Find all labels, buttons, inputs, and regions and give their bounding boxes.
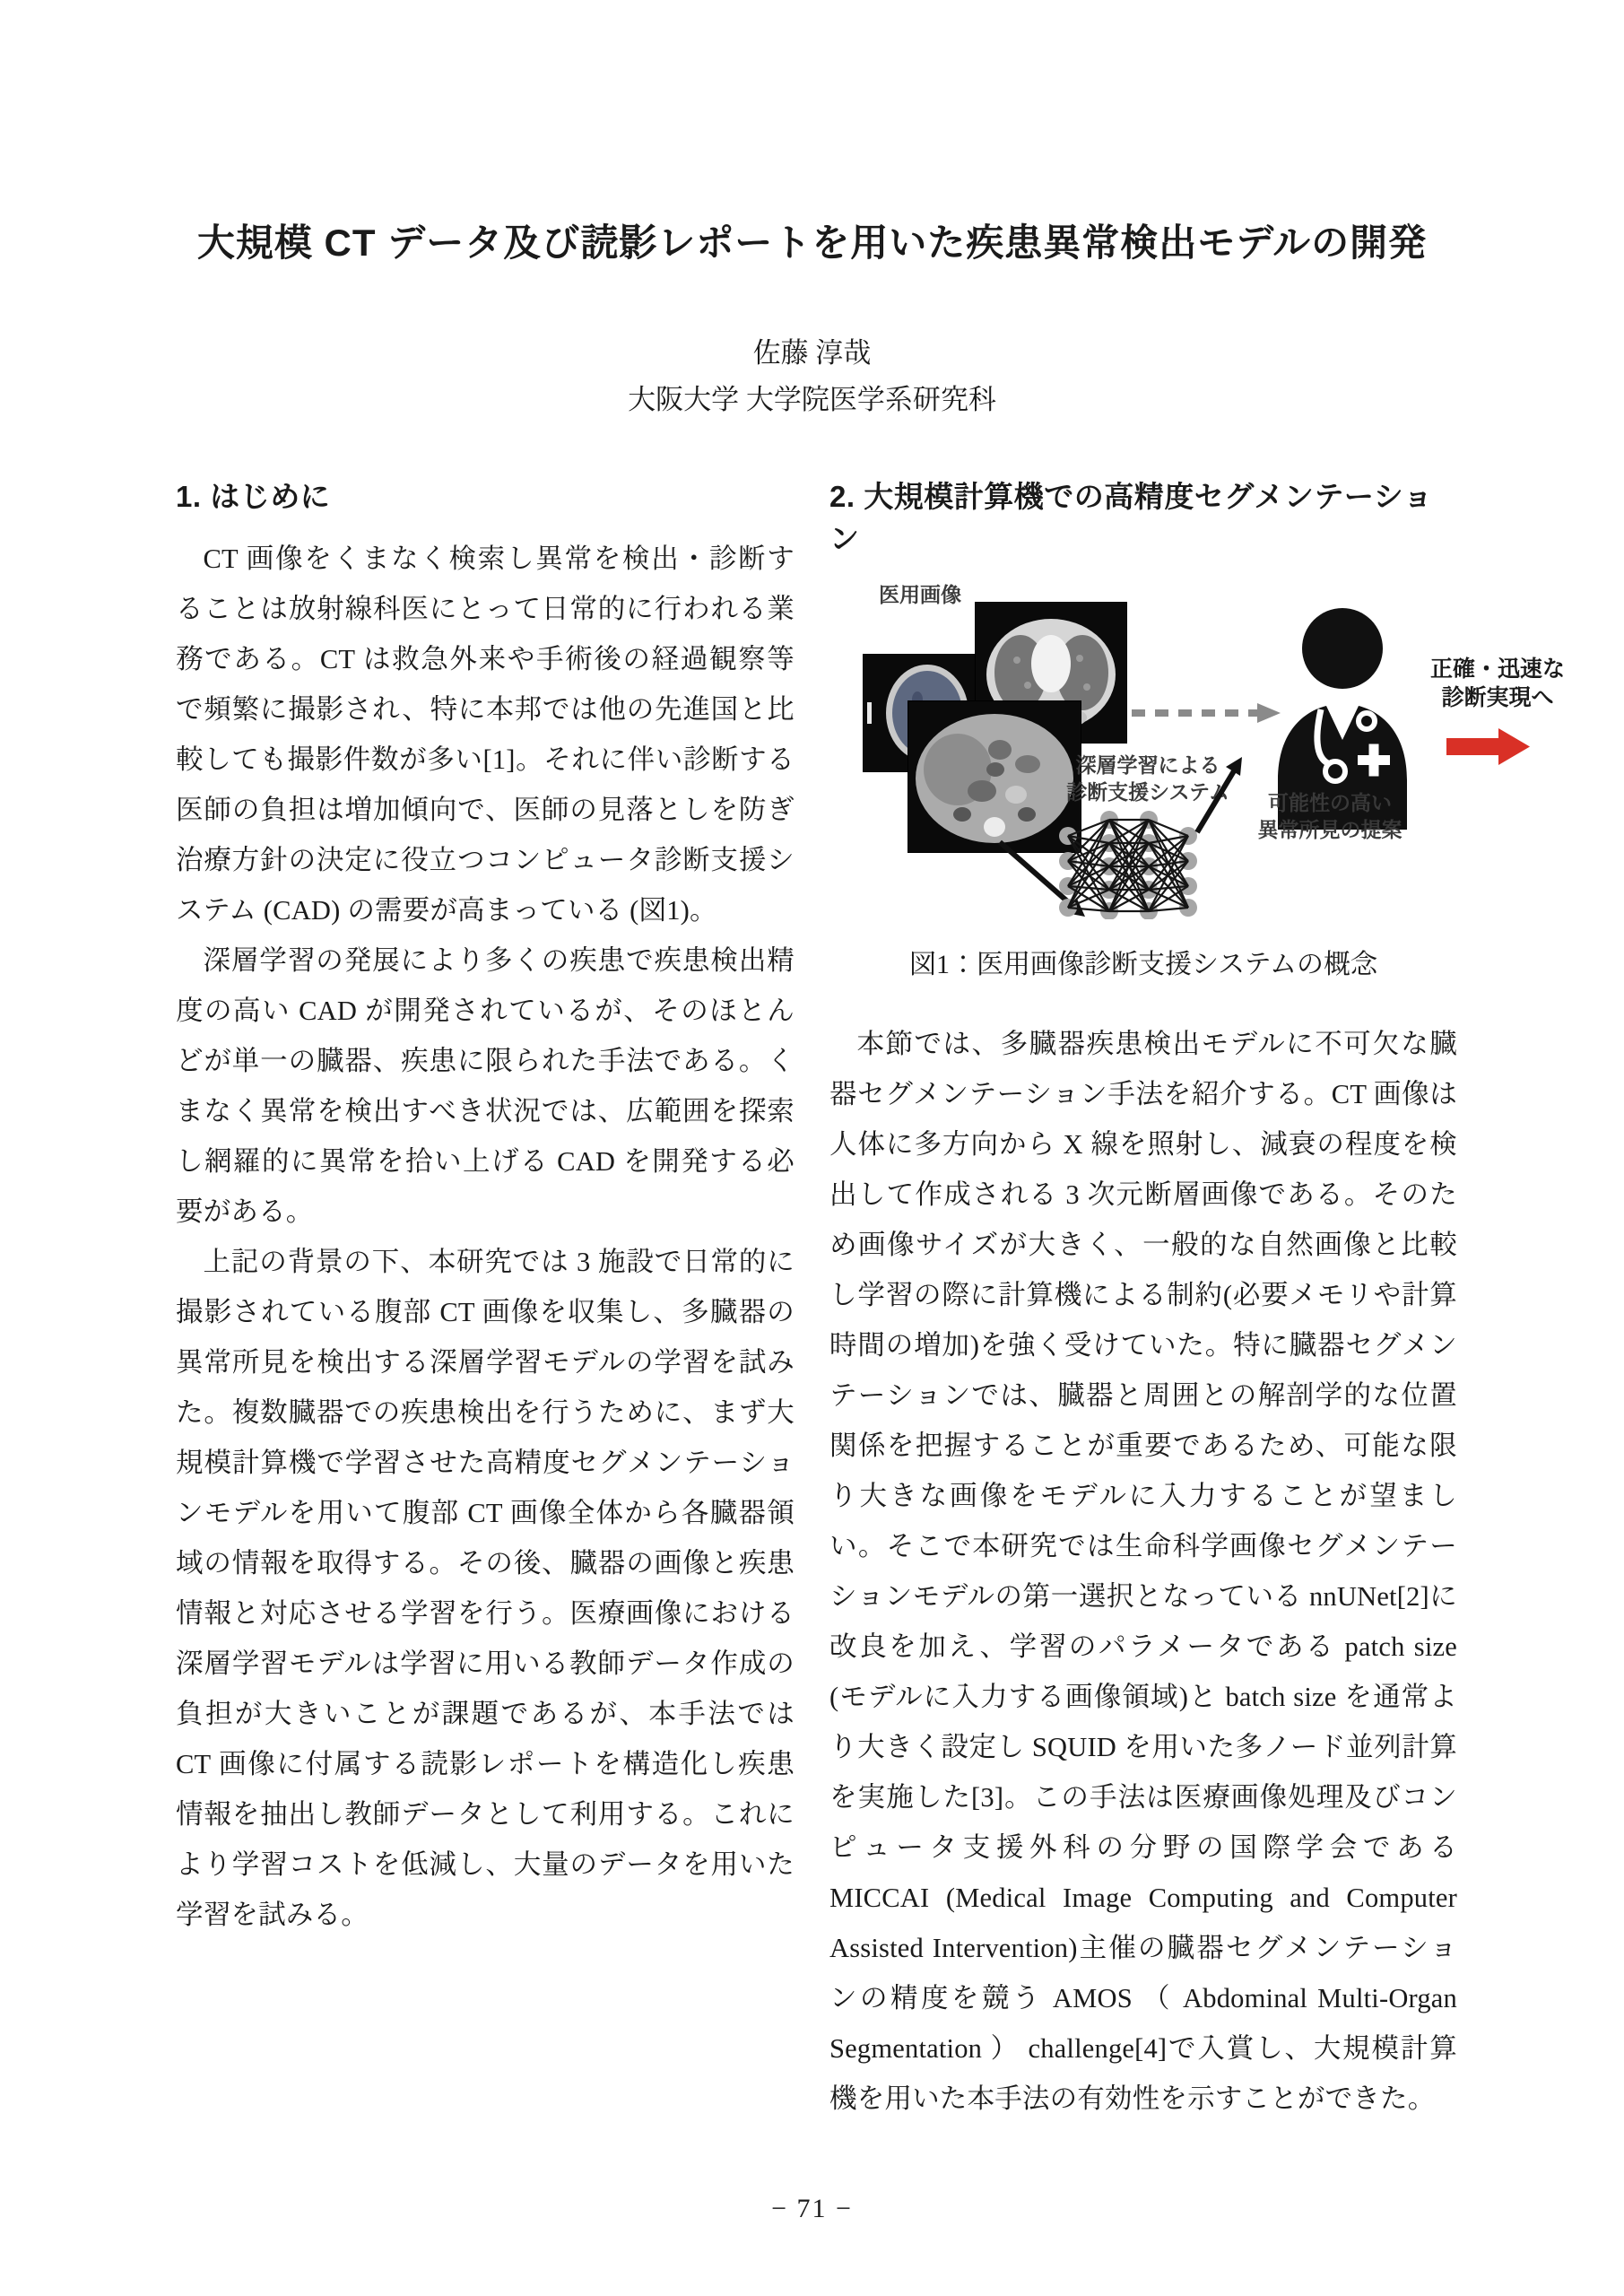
intro-paragraph-3: 上記の背景の下、本研究では 3 施設で日常的に撮影されている腹部 CT 画像を収集し、多臓器の異常所見を検出する深層学習モデルの学習を試みた。複数臓器での疾患検出を行うために、まず大規模計算機で学習させた高精度セグメンテーションモデルを用いて腹部 CT 画像全体から各臓器領域の情報を取得する。その後、臓器の画像と疾患情報と対応させる学習を行う。医療画像における深層学習モデルは学習に用いる教師データ作成の負担が大きいことが課題であるが、本手法では CT 画像に付属する読影レポートを構造化し疾患情報を抽出し教師データとして利用する。これにより学習コストを低減し、大量のデータを用いた学習を試みる。	[176, 1247, 795, 1930]
paper-title: 大規模 CT データ及び読影レポートを用いた疾患異常検出モデルの開発	[196, 222, 1428, 265]
intro-paragraph-2: 深層学習の発展により多くの疾患で疾患検出精度の高い CAD が開発されているが、そのほとんどが単一の臓器、疾患に限られた手法である。くまなく異常を検出すべき状況では、広範囲を探索し網羅的に異常を拾い上げる CAD を開発する必要がある。	[176, 945, 795, 1227]
up-arrow-icon	[1190, 753, 1253, 839]
figure-1	[829, 576, 1569, 935]
intro-paragraph-1: CT 画像をくまなく検索し異常を検出・診断することは放射線科医にとって日常的に行われる業務である。CT は救急外来や手術後の経過観察等で頻繁に撮影され、特に本邦では他の先進国と比較しても撮影件数が多い[1]。それに伴い診断する医師の負担は増加傾向で、医師の見落としを防ぎ治療方針の決定に役立つコンピュータ診断支援システム (CAD) の需要が高まっている (図1)。	[176, 544, 795, 926]
figure-1-caption: 図1：医用画像診断支援システムの概念	[909, 950, 1377, 979]
figure-label-medical-images: 医用画像	[879, 583, 961, 606]
left-column	[176, 474, 795, 1940]
dashed-arrow-icon	[1130, 700, 1282, 726]
section-2-heading: 2. 大規模計算機での高精度セグメンテーション	[829, 480, 1434, 555]
figure-label-dl-system: 深層学習による 診断支援システム	[1066, 753, 1229, 804]
red-arrow-icon	[1446, 726, 1532, 767]
neural-network-icon	[1055, 807, 1199, 919]
author-affiliation: 大阪大学 大学院医学系研究科	[628, 384, 996, 415]
right-column	[829, 474, 1565, 2124]
figure-label-goal: 正確・迅速な 診断実現へ	[1429, 657, 1565, 710]
figure-label-suggestion: 可能性の高い 異常所見の提案	[1257, 791, 1403, 841]
author-name: 佐藤 淳哉	[752, 337, 872, 369]
section-1-heading: 1. はじめに	[176, 480, 331, 513]
segmentation-paragraph: 本節では、多臓器疾患検出モデルに不可欠な臓器セグメンテーション手法を紹介する。CT 画像は人体に多方向から X 線を照射し、減衰の程度を検出して作成される 3 次元断層画像である。そのため画像サイズが大きく、一般的な自然画像と比較し学習の際に計算機による制約(必要メモリや計算時間の増加)を強く受けていた。特に臓器セグメンテーションでは、臓器と周囲との解剖学的な位置関係を把握することが重要であるため、可能な限り大きな画像をモデルに入力することが望ましい。そこで本研究では生命科学画像セグメンテーションモデルの第一選択となっている nnUNet[2]に改良を加え、学習のパラメータである patch size (モデルに入力する画像領域)と batch size を通常より大きく設定し SQUID を用いた多ノード並列計算を実施した[3]。この手法は医療画像処理及びコンピュータ支援外科の分野の国際学会である MICCAI (Medical Image Computing and Computer Assisted Intervention)主催の臓器セグメンテーションの精度を競う AMOS （ Abdominal Multi-Organ Segmentation ） challenge[4]で入賞し、大規模計算機を用いた本手法の有効性を示すことができた。	[829, 1029, 1457, 2114]
page-number: − 71 −	[771, 2194, 853, 2223]
